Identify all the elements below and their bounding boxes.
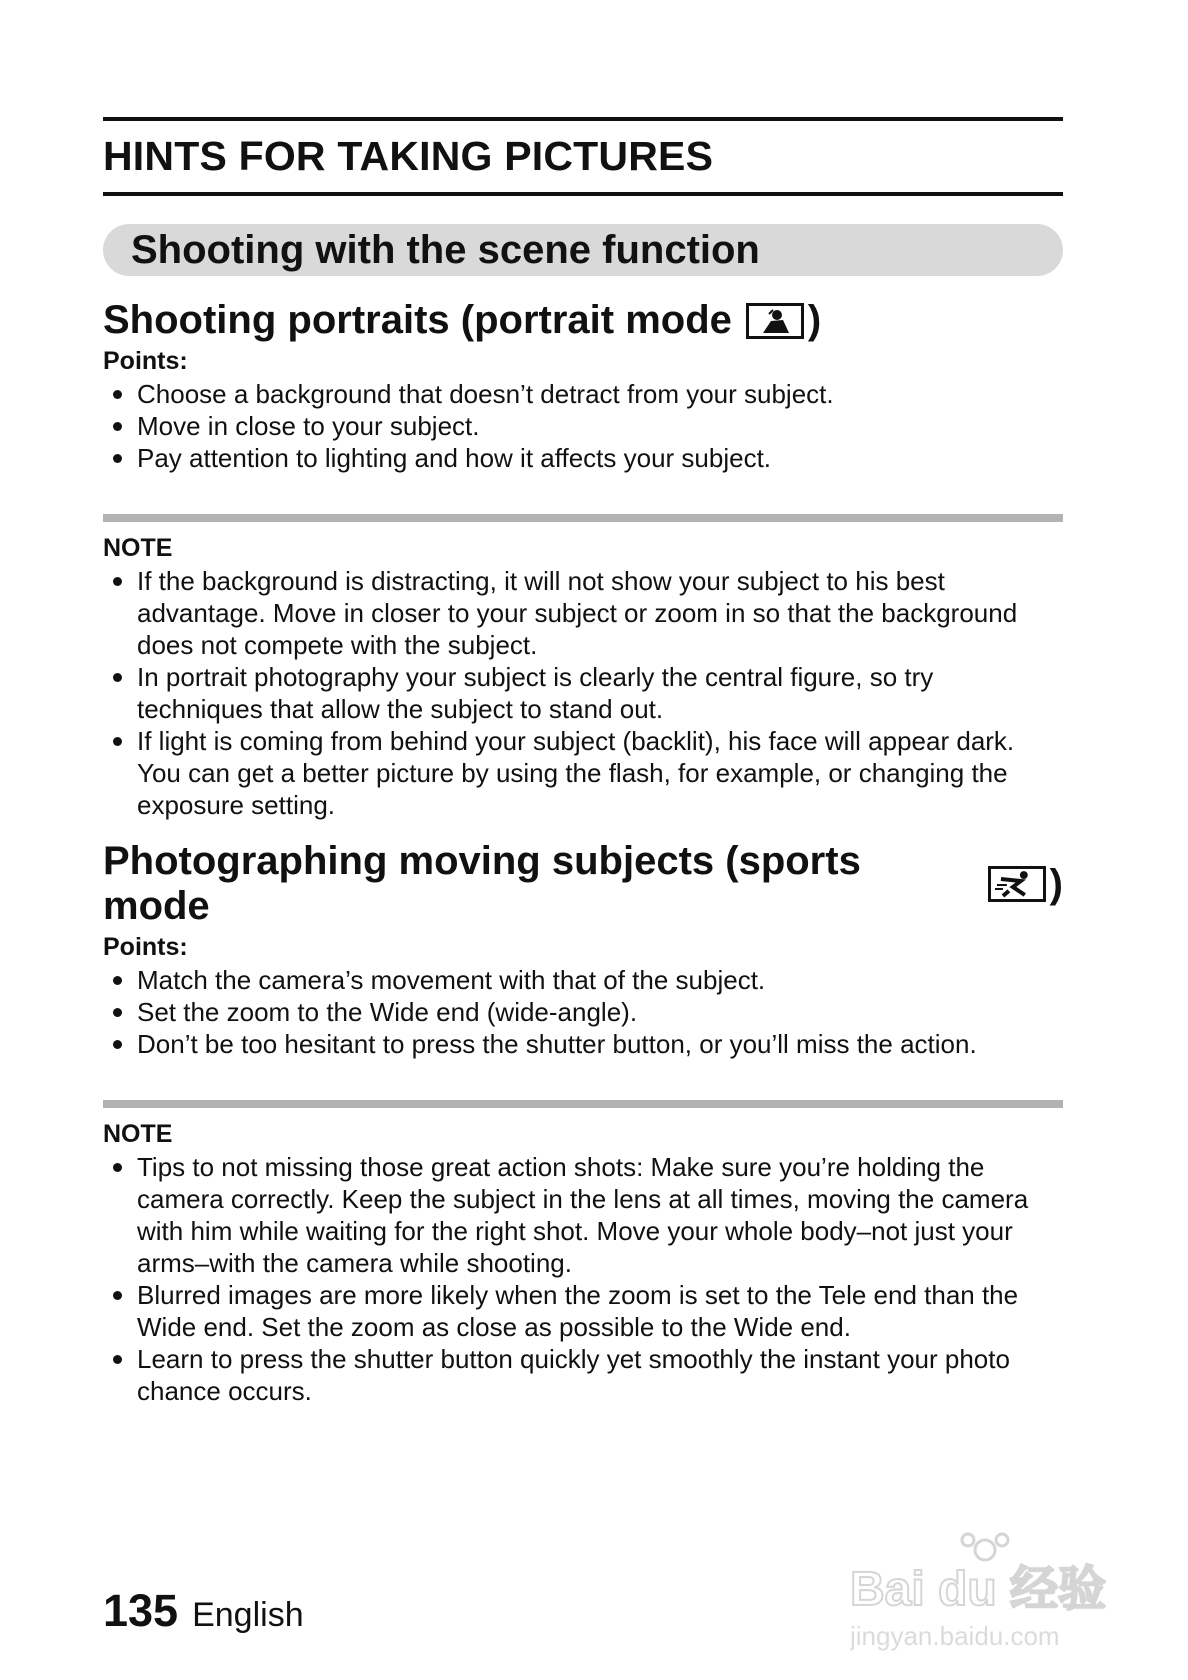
list-item: Match the camera’s movement with that of the subject. [103, 964, 1063, 996]
sports-section [103, 839, 1063, 1407]
portrait-heading-text: Shooting portraits (portrait mode [103, 298, 732, 342]
sports-heading-close: ) [1049, 861, 1063, 906]
watermark-brand: Bai du 经验 [850, 1563, 1107, 1616]
sports-heading [103, 839, 1063, 929]
portrait-notes-list [103, 565, 1063, 821]
portrait-mode-icon [746, 303, 804, 339]
chapter-title: HINTS FOR TAKING PICTURES [103, 133, 714, 179]
list-item: If the background is distracting, it will not show your subject to his best advantage. Move in closer to your subject or zoom in so that the background does not compete with the subject. [103, 565, 1063, 661]
portrait-points-list [103, 378, 1063, 474]
sports-heading-text: Photographing moving subjects (sports mode [103, 839, 861, 928]
portrait-section [103, 298, 1063, 821]
manual-page [103, 117, 1063, 1407]
watermark-url: jingyan.baidu.com [850, 1621, 1060, 1651]
section-header [103, 224, 1063, 276]
section-title: Shooting with the scene function [131, 227, 760, 272]
list-item: In portrait photography your subject is clearly the central figure, so try techniques that allow the subject to stand out. [103, 661, 1063, 725]
top-rule [103, 117, 1063, 121]
page-footer [103, 1585, 304, 1637]
list-item: Tips to not missing those great action shots: Make sure you’re holding the camera correctly. Keep the subject in the lens at all times, moving the camera with him while waiting for the right shot. Move your whole body–not just your arms–with the camera while shooting. [103, 1151, 1063, 1279]
list-item: Move in close to your subject. [103, 410, 1063, 442]
portrait-note-label: NOTE [103, 534, 173, 562]
sports-points-list [103, 964, 1063, 1060]
page-number: 135 [103, 1585, 179, 1636]
chapter-underline [103, 192, 1063, 196]
page-language: English [192, 1596, 304, 1634]
sports-mode-icon [988, 866, 1046, 902]
list-item: If light is coming from behind your subject (backlit), his face will appear dark. You can get a better picture by using the flash, for example, or changing the exposure setting. [103, 725, 1063, 821]
list-item: Don’t be too hesitant to press the shutter button, or you’ll miss the action. [103, 1028, 1063, 1060]
sports-points-label: Points: [103, 933, 188, 961]
list-item: Set the zoom to the Wide end (wide-angle). [103, 996, 1063, 1028]
sports-note-label: NOTE [103, 1120, 173, 1148]
list-item: Choose a background that doesn’t detract from your subject. [103, 378, 1063, 410]
sports-note-rule [103, 1100, 1063, 1108]
list-item: Pay attention to lighting and how it affects your subject. [103, 442, 1063, 474]
portrait-heading-close: ) [807, 298, 822, 342]
list-item: Learn to press the shutter button quickly yet smoothly the instant your photo chance occurs. [103, 1343, 1063, 1407]
sports-notes-list [103, 1151, 1063, 1407]
list-item: Blurred images are more likely when the zoom is set to the Tele end than the Wide end. Set the zoom as close as possible to the Wide end. [103, 1279, 1063, 1343]
portrait-note-rule [103, 514, 1063, 522]
baidu-watermark-logo [850, 1520, 1120, 1660]
portrait-heading [103, 298, 1063, 343]
portrait-points-label: Points: [103, 347, 188, 375]
